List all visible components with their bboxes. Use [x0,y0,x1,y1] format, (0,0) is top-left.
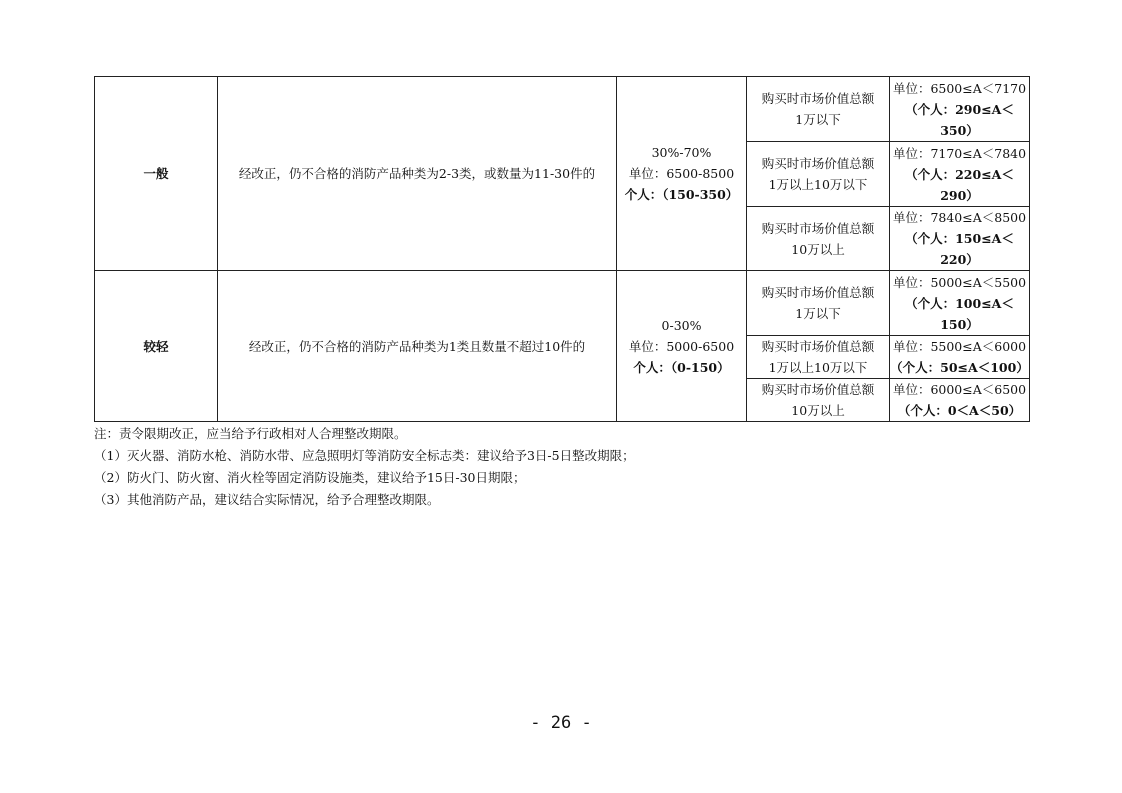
note-line: （2）防火门、防火窗、消火栓等固定消防设施类，建议给予15日-30日期限； [94,470,526,485]
value-tier-line1: 购买时市场价值总额 [761,91,875,106]
fine-personal-text: （个人：0＜A＜50） [897,403,1022,418]
fine-personal-text: （个人：220≤A＜ [905,166,1014,182]
value-tier-line1: 购买时市场价值总额 [761,339,875,354]
fine-personal-text-cont: 350） [940,122,979,138]
value-tier-cell [747,379,890,422]
fine-personal-text: （个人：290≤A＜ [905,101,1014,117]
table-row [95,271,1030,336]
fine-personal-text-cont: 150） [940,316,979,332]
page-number: - 26 - [530,713,592,733]
notes-block [94,423,1034,511]
fine-tier-cell [890,142,1030,207]
grade-cell: 较轻 [95,271,218,422]
value-tier-line2: 1万以下 [795,112,841,127]
unit-range-text: 单位：5000-6500 [628,338,735,354]
value-tier-cell [747,271,890,336]
fine-unit-text: 单位：6500≤A＜7170 [892,80,1027,96]
penalty-table [94,76,1030,422]
fine-tier-cell [890,207,1030,271]
grade-cell: 一般 [95,77,218,271]
value-tier-line2: 1万以下 [795,306,841,321]
fine-personal-text: （个人：50≤A＜100） [890,360,1029,375]
value-tier-cell [747,77,890,142]
value-tier-line2: 10万以上 [791,403,845,418]
note-line: 注：责令限期改正，应当给予行政相对人合理整改期限。 [94,426,407,441]
unit-range-text: 单位：6500-8500 [628,166,735,181]
fine-unit-text: 单位：6000≤A＜6500 [892,382,1027,397]
description-cell: 经改正，仍不合格的消防产品种类为2-3类，或数量为11-30件的 [218,77,617,271]
note-line: （1）灭火器、消防水枪、消防水带、应急照明灯等消防安全标志类：建议给予3日-5日整改期限； [94,448,635,463]
fine-unit-text: 单位：7170≤A＜7840 [892,145,1027,161]
value-tier-cell [747,336,890,379]
personal-range-text: 个人：（0-150） [633,359,730,375]
personal-range-text: 个人：（150-350） [624,187,739,202]
fine-tier-cell [890,336,1030,379]
fine-personal-text: （个人：100≤A＜ [905,295,1014,311]
ratio-text: 0-30% [661,317,702,333]
value-tier-line2: 1万以上10万以下 [768,177,868,192]
fine-tier-cell [890,379,1030,422]
fine-unit-text: 单位：5000≤A＜5500 [892,274,1027,290]
value-tier-line2: 1万以上10万以下 [768,360,868,375]
value-tier-cell [747,207,890,271]
fine-tier-cell [890,271,1030,336]
fine-unit-text: 单位：7840≤A＜8500 [892,210,1027,225]
fine-personal-text-cont: 290） [940,187,979,203]
fine-range-cell [617,77,747,271]
value-tier-line1: 购买时市场价值总额 [761,156,875,171]
fine-personal-text-cont: 220） [940,252,979,267]
fine-unit-text: 单位：5500≤A＜6000 [892,339,1027,354]
value-tier-line1: 购买时市场价值总额 [761,220,875,236]
fine-tier-cell [890,77,1030,142]
fine-range-cell [617,271,747,422]
description-cell: 经改正，仍不合格的消防产品种类为1类且数量不超过10件的 [218,271,617,422]
value-tier-line2: 10万以上 [791,241,845,257]
value-tier-line1: 购买时市场价值总额 [761,285,875,300]
table-row [95,77,1030,142]
value-tier-line1: 购买时市场价值总额 [761,382,875,397]
value-tier-cell [747,142,890,207]
ratio-text: 30%-70% [651,145,712,160]
note-line: （3）其他消防产品，建议结合实际情况，给予合理整改期限。 [94,492,440,507]
fine-personal-text: （个人：150≤A＜ [905,231,1014,246]
